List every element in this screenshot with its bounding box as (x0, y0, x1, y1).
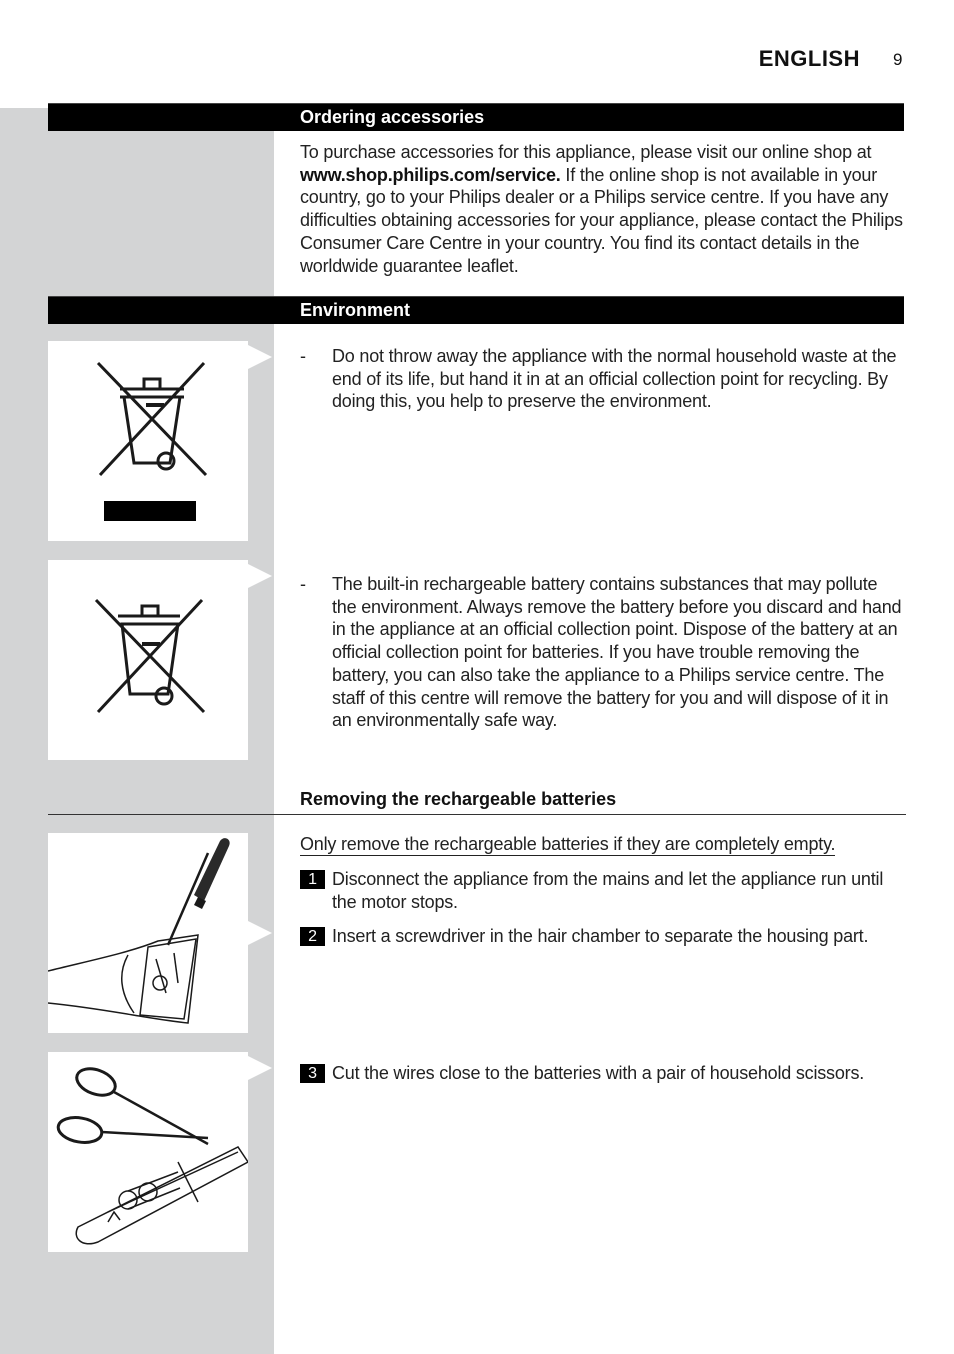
step-number-badge: 2 (300, 927, 325, 946)
screwdriver-image-box (48, 833, 248, 1033)
step-number-badge: 1 (300, 870, 325, 889)
bullet-dash: - (300, 346, 306, 366)
pointer-arrow (248, 564, 272, 588)
step-3 (300, 1062, 904, 1085)
pointer-arrow (248, 1056, 272, 1080)
section-bar-environment (48, 296, 904, 324)
section-title-removing: Removing the rechargeable batteries (300, 789, 617, 809)
step-1-text: Disconnect the appliance from the mains and let the appliance run until the motor stops. (332, 869, 884, 912)
language-label: ENGLISH (758, 46, 860, 71)
pointer-arrow (248, 345, 272, 369)
crossed-out-wheelie-bin-icon (48, 341, 248, 541)
ordering-paragraph (300, 141, 904, 277)
ordering-text-before: To purchase accessories for this appliance, please visit our online shop at (300, 142, 872, 162)
section-title-ordering: Ordering accessories (300, 107, 485, 127)
ordering-url-link[interactable]: www.shop.philips.com/service. (300, 164, 561, 185)
warning-line (300, 834, 904, 855)
pointer-arrow (248, 921, 272, 945)
environment-bullet-2-text: The built-in rechargeable battery contains substances that may pollute the environment. Always remove the battery before you discard and hand in the appliance at an official collection point. Dispose of the battery at an official collection point for batteries. If you have trouble removing the battery, you can also take the appliance to a Philips service centre. The staff of this centre will remove the battery for you and will dispose of it in an environmentally safe way. (332, 574, 902, 731)
section-title-environment: Environment (300, 300, 411, 320)
crossed-out-battery-bin-icon (48, 560, 248, 760)
scissors-image-box (48, 1052, 248, 1252)
section-rule (48, 814, 906, 815)
step-2-text: Insert a screwdriver in the hair chamber to separate the housing part. (332, 926, 869, 946)
environment-bullet-1-text: Do not throw away the appliance with the normal household waste at the end of its life, but hand it in at an official collection point for recycling. By doing this, you help to preserve the environment. (332, 346, 897, 412)
screwdriver-illustration (48, 833, 248, 1033)
step-number-badge: 3 (300, 1064, 325, 1083)
warning-text: Only remove the rechargeable batteries if they are completely empty. (300, 834, 836, 854)
step-3-text: Cut the wires close to the batteries with a pair of household scissors. (332, 1063, 865, 1083)
section-bar-ordering (48, 103, 904, 131)
step-2 (300, 925, 904, 948)
bin-image-box (48, 341, 248, 541)
bullet-dash: - (300, 574, 306, 594)
page-number: 9 (893, 50, 903, 69)
scissors-illustration (48, 1052, 248, 1252)
ordering-text-after: If the online shop is not available in your country, go to your Philips dealer or a Philips service centre. If you have any difficulties obtaining accessories for your appliance, please contact the Philips Consumer Care Centre in your country. You find its contact details in the worldwide guarantee leaflet. (300, 164, 903, 276)
battery-bin-image-box (48, 560, 248, 760)
step-1 (300, 868, 904, 913)
environment-bullet-2 (300, 573, 904, 732)
environment-bullet-1 (300, 345, 904, 413)
